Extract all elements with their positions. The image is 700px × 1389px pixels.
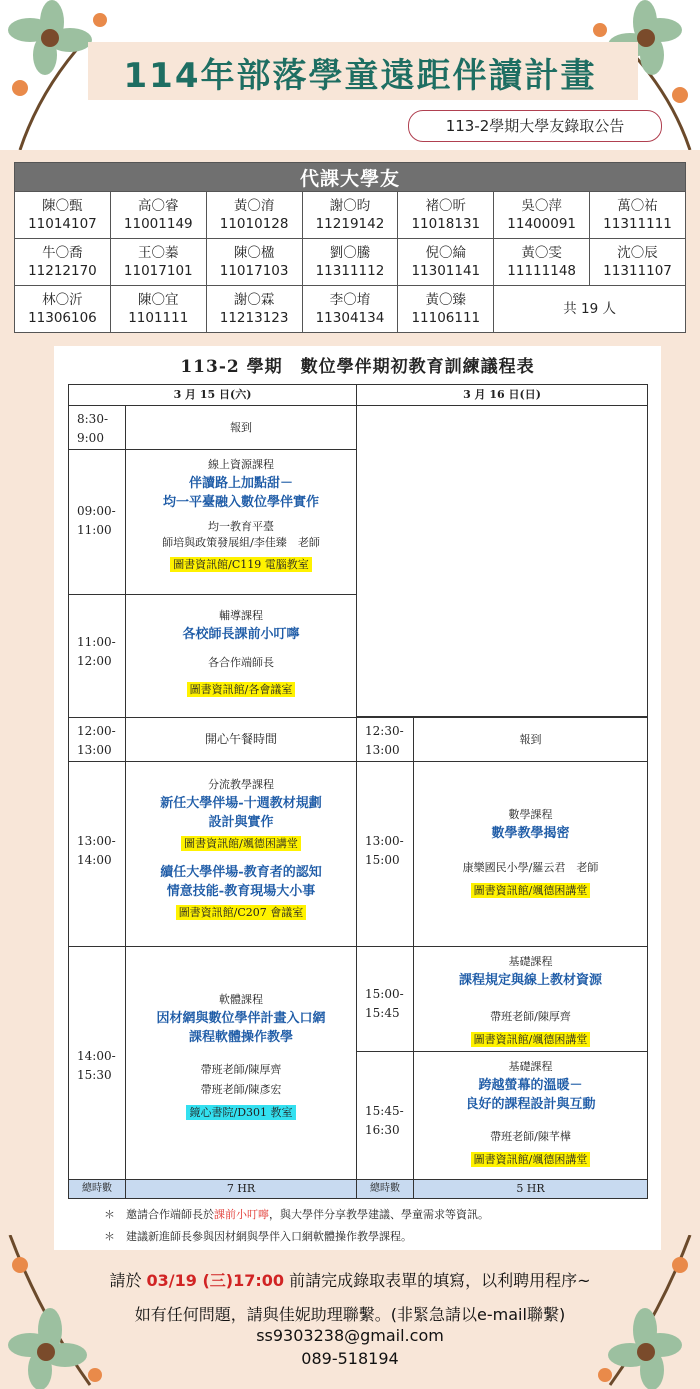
total-hours: 7 HR	[125, 1179, 357, 1199]
time-slot: 15:45- 16:30	[356, 1051, 414, 1180]
roster-cell: 倪〇綸 11301141	[398, 239, 494, 286]
session-counseling: 輔導課程 各校師長課前小叮嚀 各合作端師長 圖書資訊館/各會議室	[125, 594, 357, 718]
day2-empty	[356, 405, 648, 717]
time-slot: 13:00- 14:00	[68, 761, 126, 947]
total-label: 總時數	[356, 1179, 414, 1199]
roster-total: 共 19 人	[494, 286, 686, 333]
roster-cell: 高〇睿 11001149	[110, 192, 206, 239]
time-slot: 12:30- 13:00	[356, 717, 414, 762]
time-slot: 13:00- 15:00	[356, 761, 414, 947]
roster-cell: 李〇堉 11304134	[302, 286, 398, 333]
time-slot: 15:00- 15:45	[356, 946, 414, 1052]
agenda-note: ＊ 建議新進師長參與因材網與學伴入口網軟體操作教學課程。	[104, 1230, 412, 1243]
deadline-notice: 請於 03/19 (三)17:00 前請完成錄取表單的填寫，以利聘用程序~	[109, 1271, 591, 1290]
announcement-subtitle: 113-2學期大學友錄取公告	[408, 110, 662, 142]
session-math: 數學課程 數學教學揭密 康樂國民小學/羅云君 老師 圖書資訊館/颯德困講堂	[413, 761, 648, 947]
roster-cell: 黃〇淯 11010128	[206, 192, 302, 239]
roster-cell: 謝〇霖 11213123	[206, 286, 302, 333]
table-row	[15, 239, 686, 286]
roster-table	[14, 162, 686, 333]
roster-cell: 謝〇昀 11219142	[302, 192, 398, 239]
time-slot: 8:30- 9:00	[68, 405, 126, 450]
time-slot: 12:00- 13:00	[68, 717, 126, 762]
roster-cell: 王〇蓁 11017101	[110, 239, 206, 286]
session-basic-1: 基礎課程 課程規定與線上教材資源 帶班老師/陳厚齊 圖書資訊館/颯德困講堂	[413, 946, 648, 1052]
agenda-note: ＊ 邀請合作端師長於課前小叮嚀，與大學伴分享教學建議、學童需求等資訊。	[104, 1208, 489, 1221]
roster-cell: 黃〇雯 11111148	[494, 239, 590, 286]
agenda-title: 113-2 學期 數位學伴期初教育訓練議程表	[180, 357, 535, 377]
contact-phone: 089-518194	[301, 1349, 399, 1368]
time-slot: 09:00- 11:00	[68, 449, 126, 595]
roster-cell: 陳〇宜 1101111	[110, 286, 206, 333]
contact-email[interactable]: ss9303238@gmail.com	[256, 1326, 444, 1345]
roster-cell: 牛〇喬 11212170	[15, 239, 111, 286]
roster-cell: 萬〇祐 11311111	[590, 192, 686, 239]
session-basic-2: 基礎課程 跨越螢幕的溫暖－ 良好的課程設計與互動 帶班老師/陳芊樺 圖書資訊館/颯德困講堂	[413, 1051, 648, 1180]
roster-cell: 劉〇騰 11311112	[302, 239, 398, 286]
day1-header: 3 月 15 日(六)	[68, 384, 357, 406]
contact-notice: 如有任何問題，請與佳妮助理聯繫。(非緊急請以e-mail聯繫)	[134, 1305, 566, 1324]
agenda-image	[54, 346, 661, 1250]
roster-cell: 陳〇楹 11017103	[206, 239, 302, 286]
roster-cell: 褚〇昕 11018131	[398, 192, 494, 239]
roster-cell: 林〇沂 11306106	[15, 286, 111, 333]
page-title: 114年部落學童遠距伴讀計畫	[123, 56, 597, 96]
roster-cell: 吳〇萍 11400091	[494, 192, 590, 239]
day2-header: 3 月 16 日(日)	[356, 384, 648, 406]
session-checkin: 報到	[125, 405, 357, 450]
total-label: 總時數	[68, 1179, 126, 1199]
session-lunch: 開心午餐時間	[125, 717, 357, 762]
roster-cell: 陳〇甄 11014107	[15, 192, 111, 239]
roster-cell: 黃〇臻 11106111	[398, 286, 494, 333]
total-hours: 5 HR	[413, 1179, 648, 1199]
session-split: 分流教學課程 新任大學伴場-十週教材規劃 設計與實作 圖書資訊館/颯德困講堂 續任大學伴場-教育者的認知 情意技能-教育現場大小事 圖書資訊館/C207 會議室	[125, 761, 357, 947]
time-slot: 14:00- 15:30	[68, 946, 126, 1180]
session-online: 線上資源課程 伴讀路上加點甜－ 均一平臺融入數位學伴實作 均一教育平臺 師培與政策發展組/李佳臻 老師 圖書資訊館/C119 電腦教室	[125, 449, 357, 595]
roster-header: 代課大學友	[15, 163, 686, 192]
session-checkin-2: 報到	[413, 717, 648, 762]
table-row	[15, 286, 686, 333]
time-slot: 11:00- 12:00	[68, 594, 126, 718]
session-software: 軟體課程 因材網與數位學伴計畫入口網 課程軟體操作教學 帶班老師/陳厚齊 帶班老師/陳彥宏 鏡心書院/D301 教室	[125, 946, 357, 1180]
table-row	[15, 192, 686, 239]
roster-cell: 沈〇辰 11311107	[590, 239, 686, 286]
